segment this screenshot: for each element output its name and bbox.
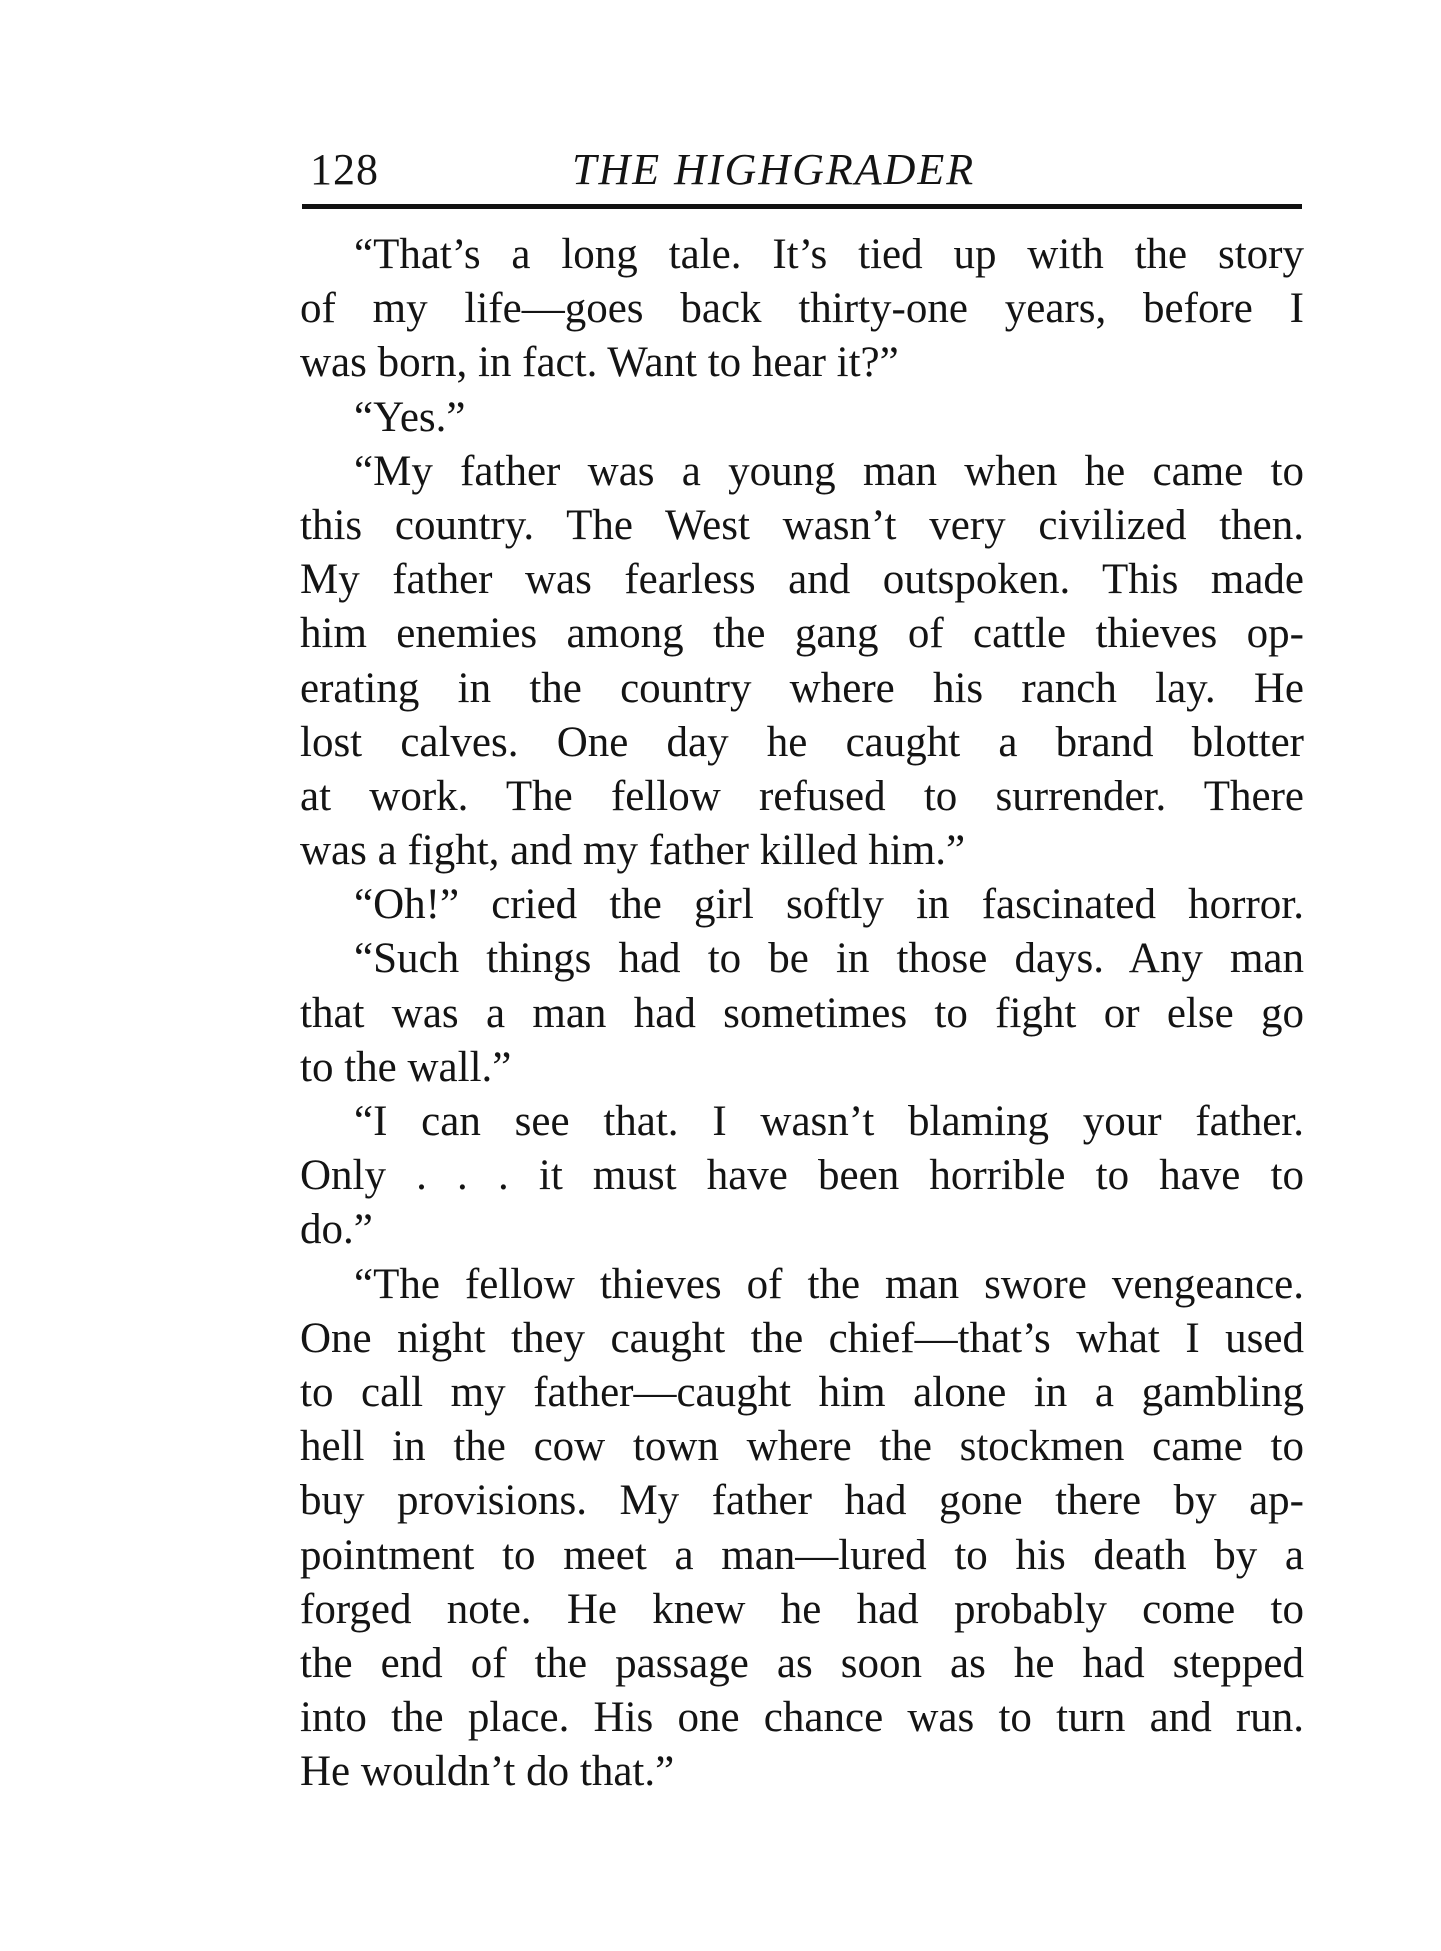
text-line: forged note. He knew he had probably come to (300, 1585, 1304, 1633)
text-line: was born, in fact. Want to hear it?” (300, 339, 899, 387)
text-line: buy provisions. My father had gone there by ap- (300, 1477, 1304, 1525)
page-number: 128 (310, 145, 379, 194)
text-line: “Such things had to be in those days. Any man (354, 935, 1304, 983)
text-line: “Yes.” (354, 393, 466, 441)
text-line: at work. The fellow refused to surrender. There (300, 772, 1304, 820)
text-line: into the place. His one chance was to turn and run. (300, 1694, 1304, 1742)
text-line: “The fellow thieves of the man swore vengeance. (354, 1260, 1304, 1308)
text-line: One night they caught the chief—that’s what I used (300, 1314, 1304, 1362)
text-line: erating in the country where his ranch lay. He (300, 664, 1304, 712)
text-line: to call my father—caught him alone in a gambling (300, 1368, 1304, 1416)
header-rule (302, 204, 1302, 209)
text-line: “Oh!” cried the girl softly in fascinated horror. (354, 881, 1304, 929)
text-line: “I can see that. I wasn’t blaming your father. (354, 1098, 1304, 1145)
text-line: of my life—goes back thirty-one years, before I (300, 285, 1304, 333)
text-line: the end of the passage as soon as he had stepped (300, 1639, 1304, 1687)
text-line: Only . . . it must have been horrible to have to (300, 1152, 1304, 1200)
running-head (302, 140, 1302, 200)
text-line: lost calves. One day he caught a brand blotter (300, 718, 1304, 766)
text-line: “My father was a young man when he came to (354, 447, 1304, 495)
text-line: “That’s a long tale. It’s tied up with the story (354, 231, 1304, 278)
text-line: hell in the cow town where the stockmen came to (300, 1423, 1304, 1471)
text-line: was a fight, and my father killed him.” (300, 827, 966, 875)
text-line: He wouldn’t do that.” (300, 1748, 675, 1796)
text-line: My father was fearless and outspoken. This made (300, 556, 1304, 604)
text-line: do.” (300, 1206, 373, 1254)
body-text (300, 228, 1304, 1799)
text-line: pointment to meet a man—lured to his death by a (300, 1531, 1304, 1579)
running-title: THE HIGHGRADER (572, 145, 976, 194)
text-line: him enemies among the gang of cattle thieves op- (300, 610, 1304, 658)
text-line: that was a man had sometimes to fight or else go (300, 989, 1304, 1037)
text-line: this country. The West wasn’t very civilized then. (300, 501, 1304, 549)
text-line: to the wall.” (300, 1043, 512, 1091)
